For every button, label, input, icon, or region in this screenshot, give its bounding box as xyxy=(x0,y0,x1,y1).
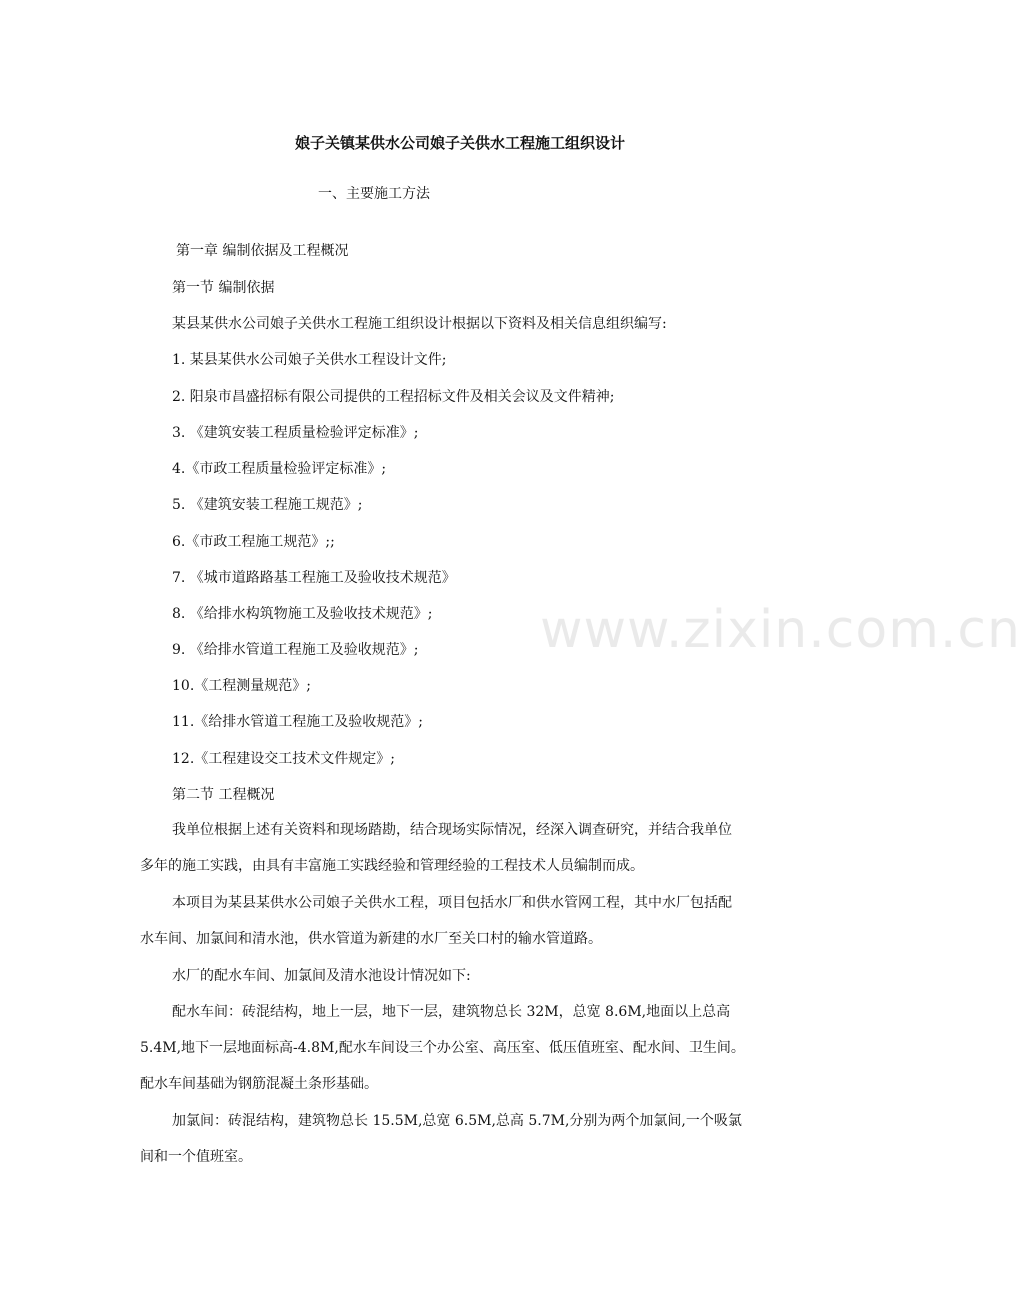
basis-item: 5. 《建筑安装工程施工规范》; xyxy=(172,497,363,513)
paragraph-line: 我单位根据上述有关资料和现场踏勘，结合现场实际情况，经深入调查研究，并结合我单位 xyxy=(172,822,732,838)
paragraph-line: 水车间、加氯间和清水池，供水管道为新建的水厂至关口村的输水管道路。 xyxy=(140,931,602,947)
basis-item: 8. 《给排水构筑物施工及验收技术规范》; xyxy=(172,606,433,622)
paragraph-line: 配水车间基础为钢筋混凝土条形基础。 xyxy=(140,1076,378,1092)
section2-heading: 第二节 工程概况 xyxy=(172,787,275,803)
paragraph-line: 水厂的配水车间、加氯间及清水池设计情况如下: xyxy=(172,968,471,984)
basis-item: 7. 《城市道路路基工程施工及验收技术规范》 xyxy=(172,570,456,586)
paragraph-line: 加氯间：砖混结构，建筑物总长 15.5M,总宽 6.5M,总高 5.7M,分别为两个加氯间,一个吸氯 xyxy=(172,1113,742,1129)
paragraph-line: 配水车间：砖混结构，地上一层，地下一层，建筑物总长 32M，总宽 8.6M,地面以上总高 xyxy=(172,1004,731,1020)
paragraph-line: 多年的施工实践，由具有丰富施工实践经验和管理经验的工程技术人员编制而成。 xyxy=(140,858,644,874)
basis-item: 2. 阳泉市昌盛招标有限公司提供的工程招标文件及相关会议及文件精神; xyxy=(172,389,615,405)
section1-heading: 第一节 编制依据 xyxy=(172,280,275,296)
watermark-text: www.zixin.com.cn xyxy=(540,600,1021,660)
basis-item: 3. 《建筑安装工程质量检验评定标准》; xyxy=(172,425,419,441)
paragraph-line: 5.4M,地下一层地面标高-4.8M,配水车间设三个办公室、高压室、低压值班室、配水间、卫生间。 xyxy=(140,1040,745,1056)
paragraph-line: 本项目为某县某供水公司娘子关供水工程，项目包括水厂和供水管网工程，其中水厂包括配 xyxy=(172,895,732,911)
basis-item: 12.《工程建设交工技术文件规定》; xyxy=(172,751,395,767)
chapter-heading: 第一章 编制依据及工程概况 xyxy=(176,243,349,259)
basis-item: 10.《工程测量规范》; xyxy=(172,678,311,694)
basis-item: 1. 某县某供水公司娘子关供水工程设计文件; xyxy=(172,352,447,368)
paragraph-line: 间和一个值班室。 xyxy=(140,1149,252,1165)
basis-item: 6.《市政工程施工规范》;; xyxy=(172,534,335,550)
basis-item: 4.《市政工程质量检验评定标准》; xyxy=(172,461,387,477)
document-title: 娘子关镇某供水公司娘子关供水工程施工组织设计 xyxy=(294,134,625,152)
basis-item: 11.《给排水管道工程施工及验收规范》; xyxy=(172,714,423,730)
section-heading: 一、主要施工方法 xyxy=(318,186,430,202)
intro-paragraph: 某县某供水公司娘子关供水工程施工组织设计根据以下资料及相关信息组织编写: xyxy=(172,316,667,332)
basis-item: 9. 《给排水管道工程施工及验收规范》; xyxy=(172,642,419,658)
